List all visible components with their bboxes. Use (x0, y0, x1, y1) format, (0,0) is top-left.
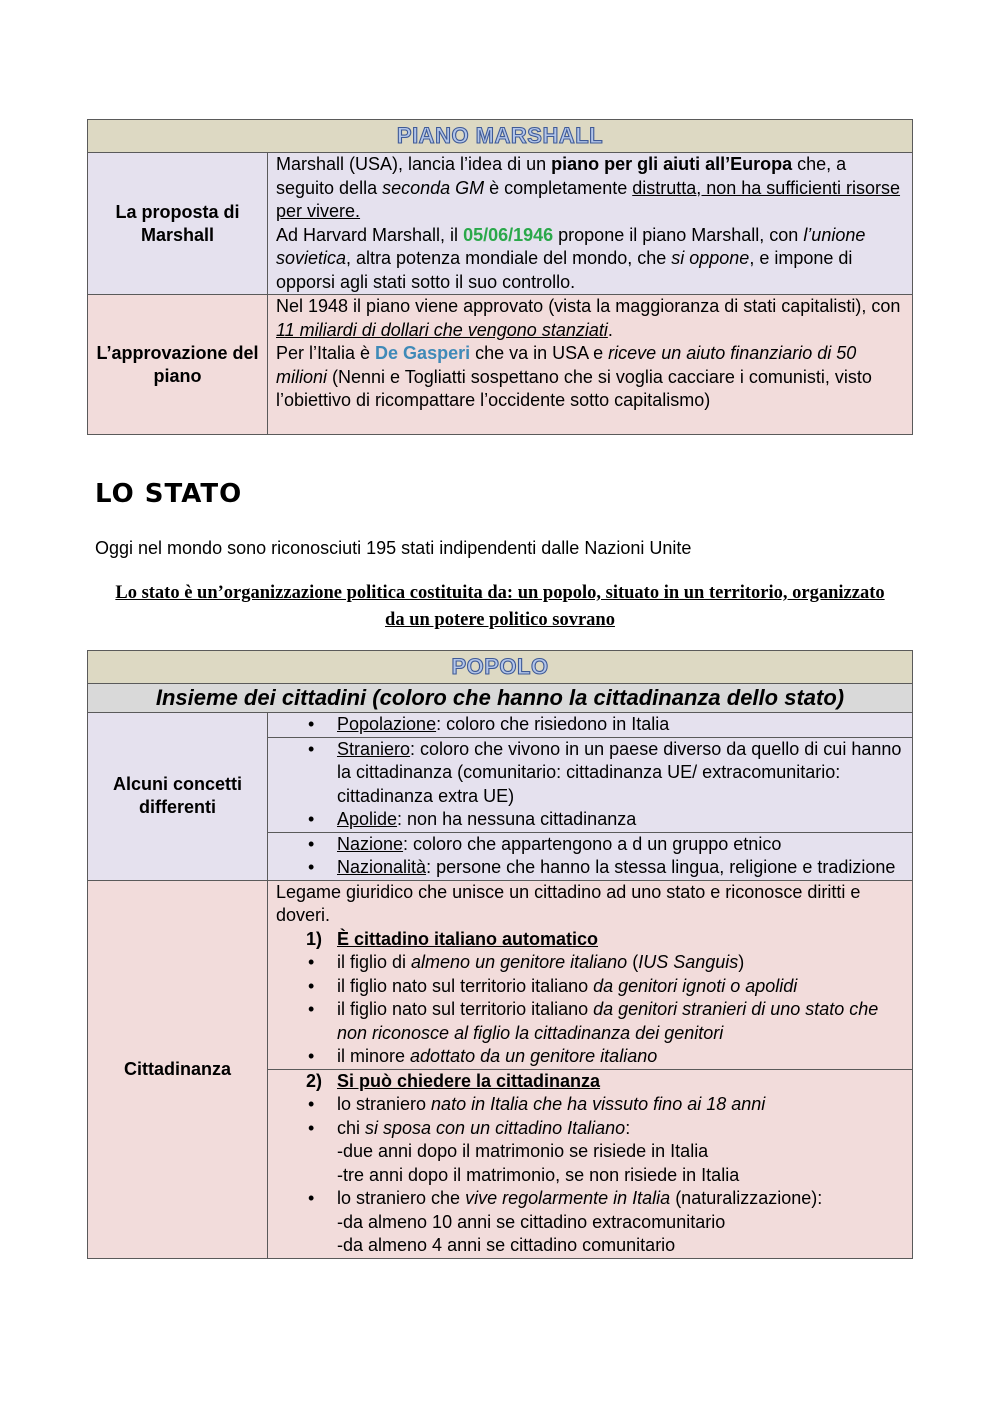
popolo-title: POPOLO (451, 654, 549, 679)
marshall-title-cell (88, 120, 913, 153)
list-item (276, 1093, 904, 1117)
emphasis: da genitori stranieri di uno stato che non riconosce al figlio la cittadinanza dei genitori (337, 999, 879, 1043)
concetti-cell-3 (268, 832, 913, 880)
text: . (607, 319, 613, 340)
proposta-para-2 (276, 224, 904, 295)
cittadinanza-intro: Legame giuridico che unisce un cittadino ad uno stato e riconosce diritti e doveri. (276, 881, 861, 925)
popolo-subtitle: Insieme dei cittadini (coloro che hanno la cittadinanza dello stato) (88, 684, 913, 713)
underlined-text: 11 miliardi di dollari che vengono stanziati (276, 319, 608, 340)
sub-line: -da almeno 4 anni se cittadino comunitario (337, 1235, 676, 1255)
term: Nazione (337, 833, 404, 854)
text: , e impone di opporsi agli stati sotto il suo controllo. (276, 248, 853, 292)
text: : coloro che vivono in un paese diverso da quello di cui hanno la cittadinanza (comunitario: cittadinanza UE/ extracomunitario: cittadinanza extra UE) (337, 738, 902, 806)
row-label-approvazione: L’approvazione del piano (88, 295, 268, 435)
section-heading-automatico (276, 928, 904, 952)
underlined-text: distrutta, non ha sufficienti risorse per vivere. (276, 177, 901, 221)
text: che, a seguito della (276, 154, 847, 198)
list-item (276, 738, 904, 809)
emphasis: nato in Italia che ha vissuto fino ai 18 anni (431, 1094, 766, 1114)
text: Per l’Italia è (276, 343, 376, 363)
row-body-proposta (268, 153, 913, 295)
text: che va in USA e (470, 343, 609, 363)
term: Nazionalità (337, 857, 427, 877)
text: (naturalizzazione): (670, 1188, 823, 1208)
section-heading-richiesta (276, 1070, 904, 1094)
text: Ad Harvard Marshall, il (276, 224, 464, 245)
text: : non ha nessuna cittadinanza (397, 809, 637, 829)
definition-text: Lo stato è un’organizzazione politica costituita da: un popolo, situato in un territorio, organizzato da un potere politico sovrano (115, 583, 885, 630)
list-item (276, 713, 904, 737)
date-highlight: 05/06/1946 (463, 224, 554, 245)
text: propone il piano Marshall, con (553, 224, 804, 245)
sub-line: -due anni dopo il matrimonio se risiede in Italia (337, 1141, 709, 1161)
emphasis: seconda GM (382, 177, 485, 198)
text: il figlio nato sul territorio italiano (337, 975, 594, 996)
text: (Nenni e Togliatti sospettano che si voglia cacciare i comunisti, visto l’obiettivo di ricompattare l’occidente sotto capitalismo) (276, 366, 872, 410)
list-item (276, 975, 904, 999)
section-heading: LO STATO (95, 479, 243, 509)
term: Popolazione (337, 714, 437, 734)
text: Marshall (USA), lancia l’idea di un (276, 154, 552, 174)
term: Apolide (337, 809, 398, 829)
popolo-title-cell (88, 651, 913, 684)
text: lo straniero che (337, 1188, 466, 1208)
heading-text: È cittadino italiano automatico (337, 928, 599, 949)
list-item (276, 1187, 904, 1211)
sub-line: -da almeno 10 anni se cittadino extracomunitario (337, 1211, 726, 1232)
text: il figlio nato sul territorio italiano (337, 999, 594, 1019)
list-item (276, 998, 904, 1045)
heading-text: Si può chiedere la cittadinanza (337, 1070, 601, 1091)
list-item (276, 833, 904, 857)
list-item (276, 1045, 904, 1069)
list-item (276, 856, 904, 880)
emphasis: si sposa con un cittadino Italiano (365, 1117, 626, 1138)
cittadinanza-cell-1 (268, 880, 913, 1069)
emphasis: riceve un aiuto finanziario di 50 milioni (276, 343, 857, 387)
intro-text: Oggi nel mondo sono riconosciuti 195 stati indipendenti dalle Nazioni Unite (95, 538, 692, 558)
emphasis: da genitori ignoti o apolidi (593, 975, 798, 996)
text: è completamente (484, 177, 633, 198)
list-item (276, 1117, 904, 1141)
text: : persone che hanno la stessa lingua, religione e tradizione (426, 857, 896, 877)
text: : coloro che risiedono in Italia (436, 714, 670, 734)
text: il figlio di (337, 952, 412, 972)
term: Straniero (337, 738, 411, 759)
emphasis: IUS Sanguis (638, 952, 739, 972)
emphasis: adottato da un genitore italiano (410, 1046, 658, 1066)
concetti-cell-1 (268, 713, 913, 738)
marshall-title: PIANO MARSHALL (396, 123, 604, 148)
text: ( (627, 952, 639, 972)
row-label-concetti: Alcuni concetti differenti (88, 713, 268, 881)
text: il minore (337, 1046, 411, 1066)
emphasis: l’unione sovietica (276, 224, 866, 268)
approvazione-para-1 (276, 295, 904, 342)
name-highlight: De Gasperi (375, 343, 471, 363)
emphasis: almeno un genitore italiano (411, 952, 628, 972)
text: Nel 1948 il piano viene approvato (vista la maggioranza di stati capitalisti), con (276, 296, 901, 316)
text: : coloro che appartengono a d un gruppo etnico (403, 833, 782, 854)
list-item (276, 951, 904, 975)
row-label-cittadinanza: Cittadinanza (88, 880, 268, 1258)
marshall-table (87, 119, 913, 435)
emphasis: vive regolarmente in Italia (465, 1188, 671, 1208)
emphasis: si oppone (671, 248, 750, 268)
list-item (276, 808, 904, 832)
emphasis: piano per gli aiuti all’Europa (551, 154, 793, 174)
row-body-approvazione (268, 295, 913, 435)
text: lo straniero (337, 1094, 432, 1114)
text: ) (738, 952, 745, 972)
popolo-table (87, 650, 913, 1259)
text: chi (337, 1117, 366, 1138)
sub-line: -tre anni dopo il matrimonio, se non risiede in Italia (337, 1164, 740, 1185)
cittadinanza-cell-2 (268, 1069, 913, 1258)
row-label-proposta: La proposta di Marshall (88, 153, 268, 295)
number: 2) (306, 1070, 323, 1091)
text: , altra potenza mondiale del mondo, che (346, 248, 672, 268)
text: : (625, 1117, 631, 1138)
proposta-para-1 (276, 153, 904, 224)
number: 1) (306, 928, 323, 949)
concetti-cell-2 (268, 737, 913, 832)
approvazione-para-2 (276, 342, 904, 413)
